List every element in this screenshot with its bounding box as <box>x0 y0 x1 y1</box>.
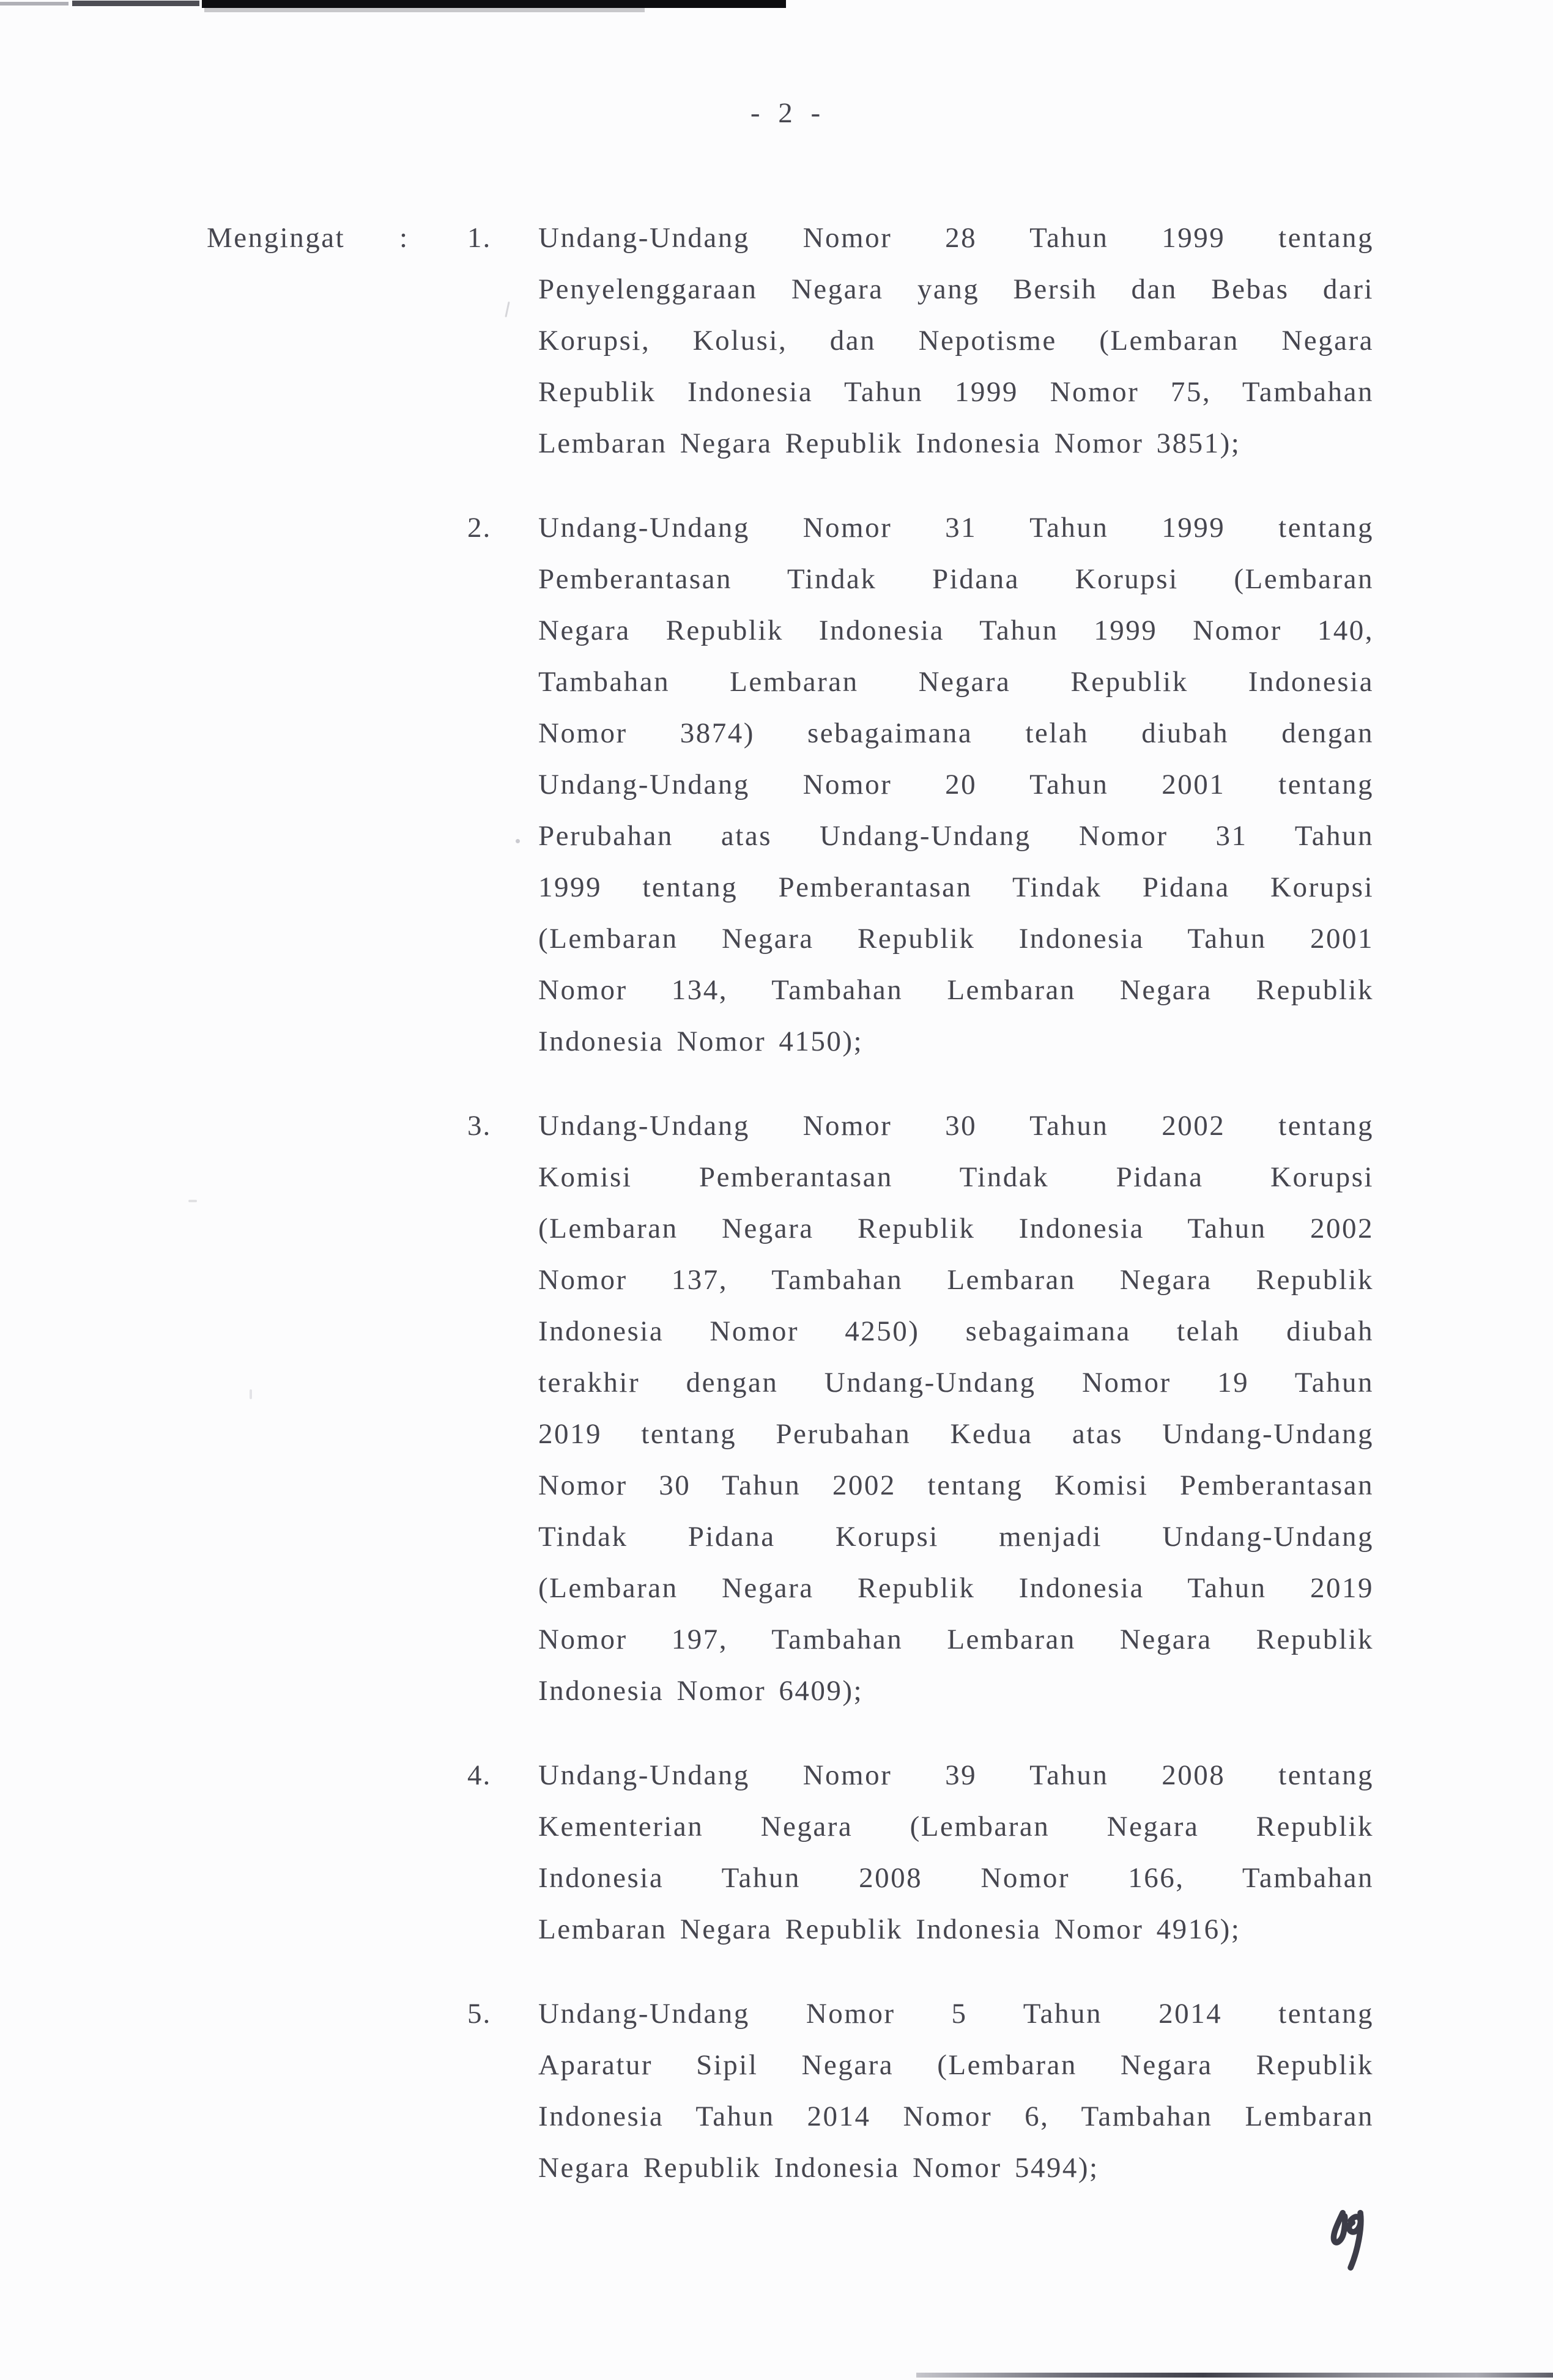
scan-speck <box>250 1389 252 1399</box>
item-line: 2019 tentang Perubahan Kedua atas Undang-Undang <box>538 1418 1374 1450</box>
considering-label: Mengingat <box>207 222 346 254</box>
item-text <box>538 502 1374 1067</box>
scan-artifact-top-dark <box>72 1 199 6</box>
scan-artifact-top-gray <box>0 2 69 6</box>
item-line: Nomor 3874) sebagaimana telah diubah dengan <box>538 717 1374 749</box>
item-line: (Lembaran Negara Republik Indonesia Tahun 2019 <box>538 1572 1374 1604</box>
item-text <box>538 1100 1374 1717</box>
legal-item-2 <box>467 502 1374 1067</box>
item-line: (Lembaran Negara Republik Indonesia Tahun 2002 <box>538 1213 1374 1244</box>
item-line: Undang-Undang Nomor 28 Tahun 1999 tentang <box>538 222 1374 254</box>
item-line: Republik Indonesia Tahun 1999 Nomor 75, Tambahan <box>538 376 1374 408</box>
scan-artifact-bottom-line <box>916 2373 1553 2378</box>
item-line: Indonesia Tahun 2008 Nomor 166, Tambahan <box>538 1862 1374 1894</box>
page-number: - 2 - <box>750 97 822 129</box>
item-line: Kementerian Negara (Lembaran Negara Republik <box>538 1811 1374 1842</box>
item-text <box>538 1750 1374 1955</box>
item-line: Indonesia Nomor 4250) sebagaimana telah diubah <box>538 1315 1374 1347</box>
item-line: Pemberantasan Tindak Pidana Korupsi (Lembaran <box>538 563 1374 595</box>
item-line: Korupsi, Kolusi, dan Nepotisme (Lembaran Negara <box>538 325 1374 357</box>
item-line: Tindak Pidana Korupsi menjadi Undang-Undang <box>538 1521 1374 1553</box>
item-line: Indonesia Nomor 6409); <box>538 1675 864 1707</box>
item-number: 3. <box>467 1110 492 1142</box>
item-line: 1999 tentang Pemberantasan Tindak Pidana Korupsi <box>538 871 1374 903</box>
legal-item-1 <box>467 212 1374 469</box>
item-line: (Lembaran Negara Republik Indonesia Tahun 2001 <box>538 923 1374 955</box>
item-line: Negara Republik Indonesia Tahun 1999 Nomor 140, <box>538 615 1374 646</box>
item-line: Indonesia Nomor 4150); <box>538 1026 864 1057</box>
item-line: Penyelenggaraan Negara yang Bersih dan Bebas dari <box>538 273 1374 305</box>
paraf-initials-mark <box>1326 2206 1374 2275</box>
item-line: Undang-Undang Nomor 30 Tahun 2002 tentang <box>538 1110 1374 1142</box>
item-line: Nomor 197, Tambahan Lembaran Negara Republik <box>538 1624 1374 1655</box>
scan-artifact-top-band <box>202 0 786 8</box>
item-text <box>538 212 1374 469</box>
item-text <box>538 1988 1374 2193</box>
legal-item-5 <box>467 1988 1374 2193</box>
item-line: Indonesia Tahun 2014 Nomor 6, Tambahan Lembaran <box>538 2101 1374 2132</box>
item-line: Nomor 30 Tahun 2002 tentang Komisi Pemberantasan <box>538 1469 1374 1501</box>
scan-speck <box>188 1200 197 1202</box>
item-line: Undang-Undang Nomor 31 Tahun 1999 tentang <box>538 512 1374 544</box>
item-number: 4. <box>467 1759 492 1791</box>
item-line: Komisi Pemberantasan Tindak Pidana Korupsi <box>538 1161 1374 1193</box>
item-number: 5. <box>467 1998 492 2030</box>
legal-items <box>467 212 1374 2193</box>
legal-item-3 <box>467 1100 1374 1717</box>
item-line: Aparatur Sipil Negara (Lembaran Negara Republik <box>538 2049 1374 2081</box>
item-line: Nomor 134, Tambahan Lembaran Negara Republik <box>538 974 1374 1006</box>
item-number: 1. <box>467 222 492 254</box>
item-line: Undang-Undang Nomor 5 Tahun 2014 tentang <box>538 1998 1374 2030</box>
item-line: Lembaran Negara Republik Indonesia Nomor 4916); <box>538 1913 1241 1945</box>
item-line: terakhir dengan Undang-Undang Nomor 19 Tahun <box>538 1367 1374 1399</box>
item-line: Tambahan Lembaran Negara Republik Indonesia <box>538 666 1374 698</box>
item-line: Perubahan atas Undang-Undang Nomor 31 Tahun <box>538 820 1374 852</box>
scan-artifact-top-fuzz <box>204 8 645 12</box>
item-number: 2. <box>467 512 492 544</box>
item-line: Undang-Undang Nomor 39 Tahun 2008 tentang <box>538 1759 1374 1791</box>
item-line: Lembaran Negara Republik Indonesia Nomor 3851); <box>538 427 1241 459</box>
legal-item-4 <box>467 1750 1374 1955</box>
item-line: Undang-Undang Nomor 20 Tahun 2001 tentang <box>538 769 1374 800</box>
item-line: Negara Republik Indonesia Nomor 5494); <box>538 2152 1099 2184</box>
considering-colon: : <box>399 222 408 254</box>
item-line: Nomor 137, Tambahan Lembaran Negara Republik <box>538 1264 1374 1296</box>
